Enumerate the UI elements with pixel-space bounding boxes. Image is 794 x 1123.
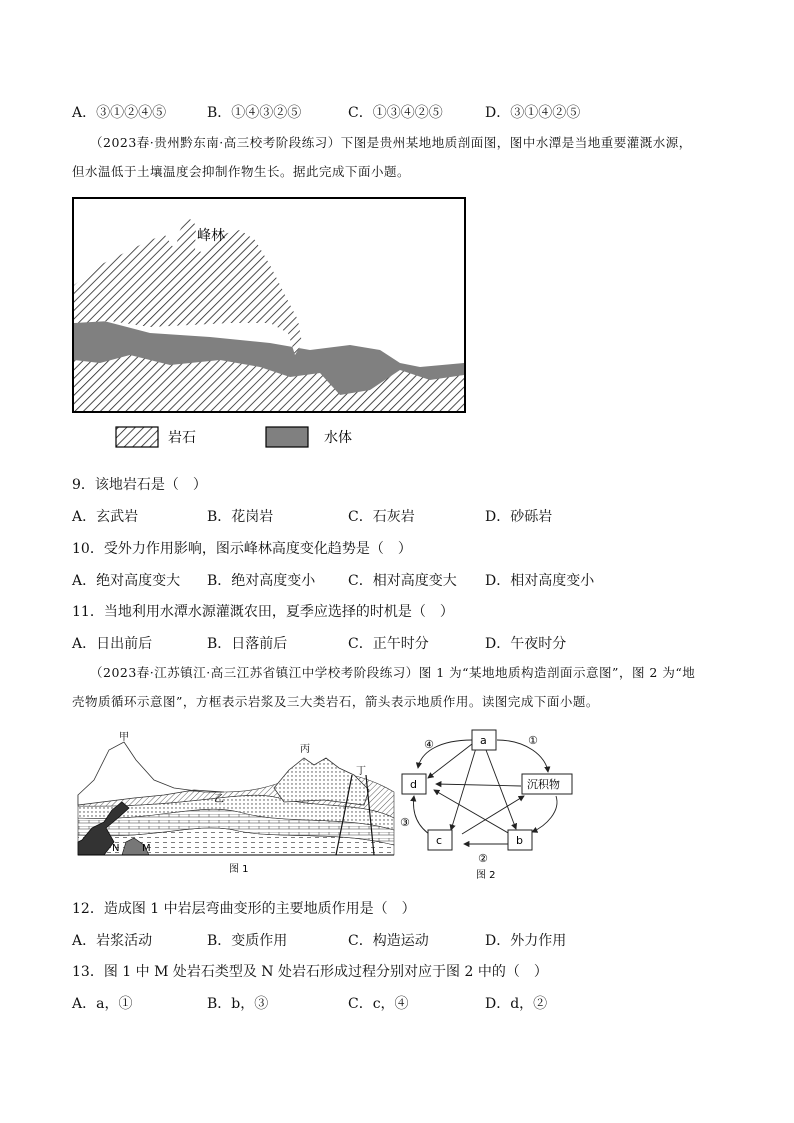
peak-label: 峰林 — [197, 228, 225, 244]
q13-option-a: A．a，① — [72, 996, 133, 1012]
mountain-bing — [274, 758, 369, 805]
arrow-label-4: ④ — [424, 738, 434, 751]
q8-option-d: D．③①④②⑤ — [485, 105, 581, 121]
q8-option-a: A．③①②④⑤ — [72, 105, 167, 121]
q8-option-b: B．①④③②⑤ — [207, 105, 302, 121]
legend-water-label: 水体 — [324, 430, 352, 446]
q13-option-b: B．b，③ — [207, 996, 269, 1012]
q10-option-b: B．绝对高度变小 — [207, 573, 316, 589]
legend-rock-swatch — [116, 427, 158, 447]
box-c-label: c — [436, 834, 443, 847]
intro-2-line-1: （2023春·江苏镇江·高三江苏省镇江中学校考阶段练习）图 1 为“某地地质构造剖面示意图”，图 2 为“地 — [90, 665, 696, 680]
box-d-label: d — [410, 778, 417, 791]
figure-2-caption: 图 2 — [476, 870, 496, 881]
label-ding: 丁 — [356, 766, 366, 777]
intro-passage-1 — [72, 128, 724, 186]
q9-option-c: C．石灰岩 — [348, 509, 415, 525]
q11-option-a: A．日出前后 — [72, 636, 153, 652]
question-10-stem: 10．受外力作用影响，图示峰林高度变化趋势是（ ） — [72, 541, 412, 557]
arrow-label-3: ③ — [400, 816, 410, 829]
q9-option-a: A．玄武岩 — [72, 509, 139, 525]
intro-1-line-2: 但水温低于土壤温度会抑制作物生长。据此完成下面小题。 — [72, 164, 411, 179]
box-a-label: a — [480, 734, 487, 747]
label-n: N — [112, 843, 120, 854]
label-m: M — [142, 843, 151, 854]
legend-rock-label: 岩石 — [168, 430, 196, 446]
q12-option-d: D．外力作用 — [485, 933, 567, 949]
q13-option-c: C．c，④ — [348, 996, 409, 1012]
label-bing: 丙 — [300, 744, 310, 755]
question-12-stem: 12．造成图 1 中岩层弯曲变形的主要地质作用是（ ） — [72, 901, 416, 917]
intro-2-line-2: 壳物质循环示意图”，方框表示岩浆及三大类岩石，箭头表示地质作用。读图完成下面小题。 — [72, 694, 599, 709]
question-13-stem: 13．图 1 中 M 处岩石类型及 N 处岩石形成过程分别对应于图 2 中的（ ） — [72, 964, 548, 980]
q13-option-d: D．d，② — [485, 996, 548, 1012]
figure-structure-profile — [74, 730, 399, 878]
q10-option-a: A．绝对高度变大 — [72, 573, 181, 589]
q12-option-a: A．岩浆活动 — [72, 933, 153, 949]
q12-option-c: C．构造运动 — [348, 933, 429, 949]
box-sediment-label: 沉积物 — [527, 778, 560, 791]
box-b-label: b — [516, 834, 523, 847]
q8-option-c: C．①③④②⑤ — [348, 105, 443, 121]
arrow-label-2: ② — [478, 852, 488, 865]
q9-option-b: B．花岗岩 — [207, 509, 274, 525]
q11-option-d: D．午夜时分 — [485, 636, 567, 652]
legend-water-swatch — [266, 427, 308, 447]
q10-option-d: D．相对高度变小 — [485, 573, 595, 589]
label-jia: 甲 — [119, 732, 129, 743]
question-9-stem: 9．该地岩石是（ ） — [72, 477, 207, 493]
arrow-label-1: ① — [528, 734, 538, 747]
label-yi: 乙 — [214, 794, 224, 805]
intro-1-line-1: （2023春·贵州黔东南·高三校考阶段练习）下图是贵州某地地质剖面图，图中水潭是当地重要灌溉水源， — [90, 135, 692, 150]
question-11-stem: 11．当地利用水潭水源灌溉农田，夏季应选择的时机是（ ） — [72, 604, 454, 620]
figure-geologic-profile — [70, 195, 470, 455]
q12-option-b: B．变质作用 — [207, 933, 288, 949]
q11-option-c: C．正午时分 — [348, 636, 429, 652]
figure-rock-cycle — [396, 726, 586, 884]
q10-option-c: C．相对高度变大 — [348, 573, 457, 589]
q9-option-d: D．砂砾岩 — [485, 509, 553, 525]
figure-1-caption: 图 1 — [229, 864, 249, 875]
intro-passage-2 — [72, 658, 724, 716]
q11-option-b: B．日落前后 — [207, 636, 288, 652]
